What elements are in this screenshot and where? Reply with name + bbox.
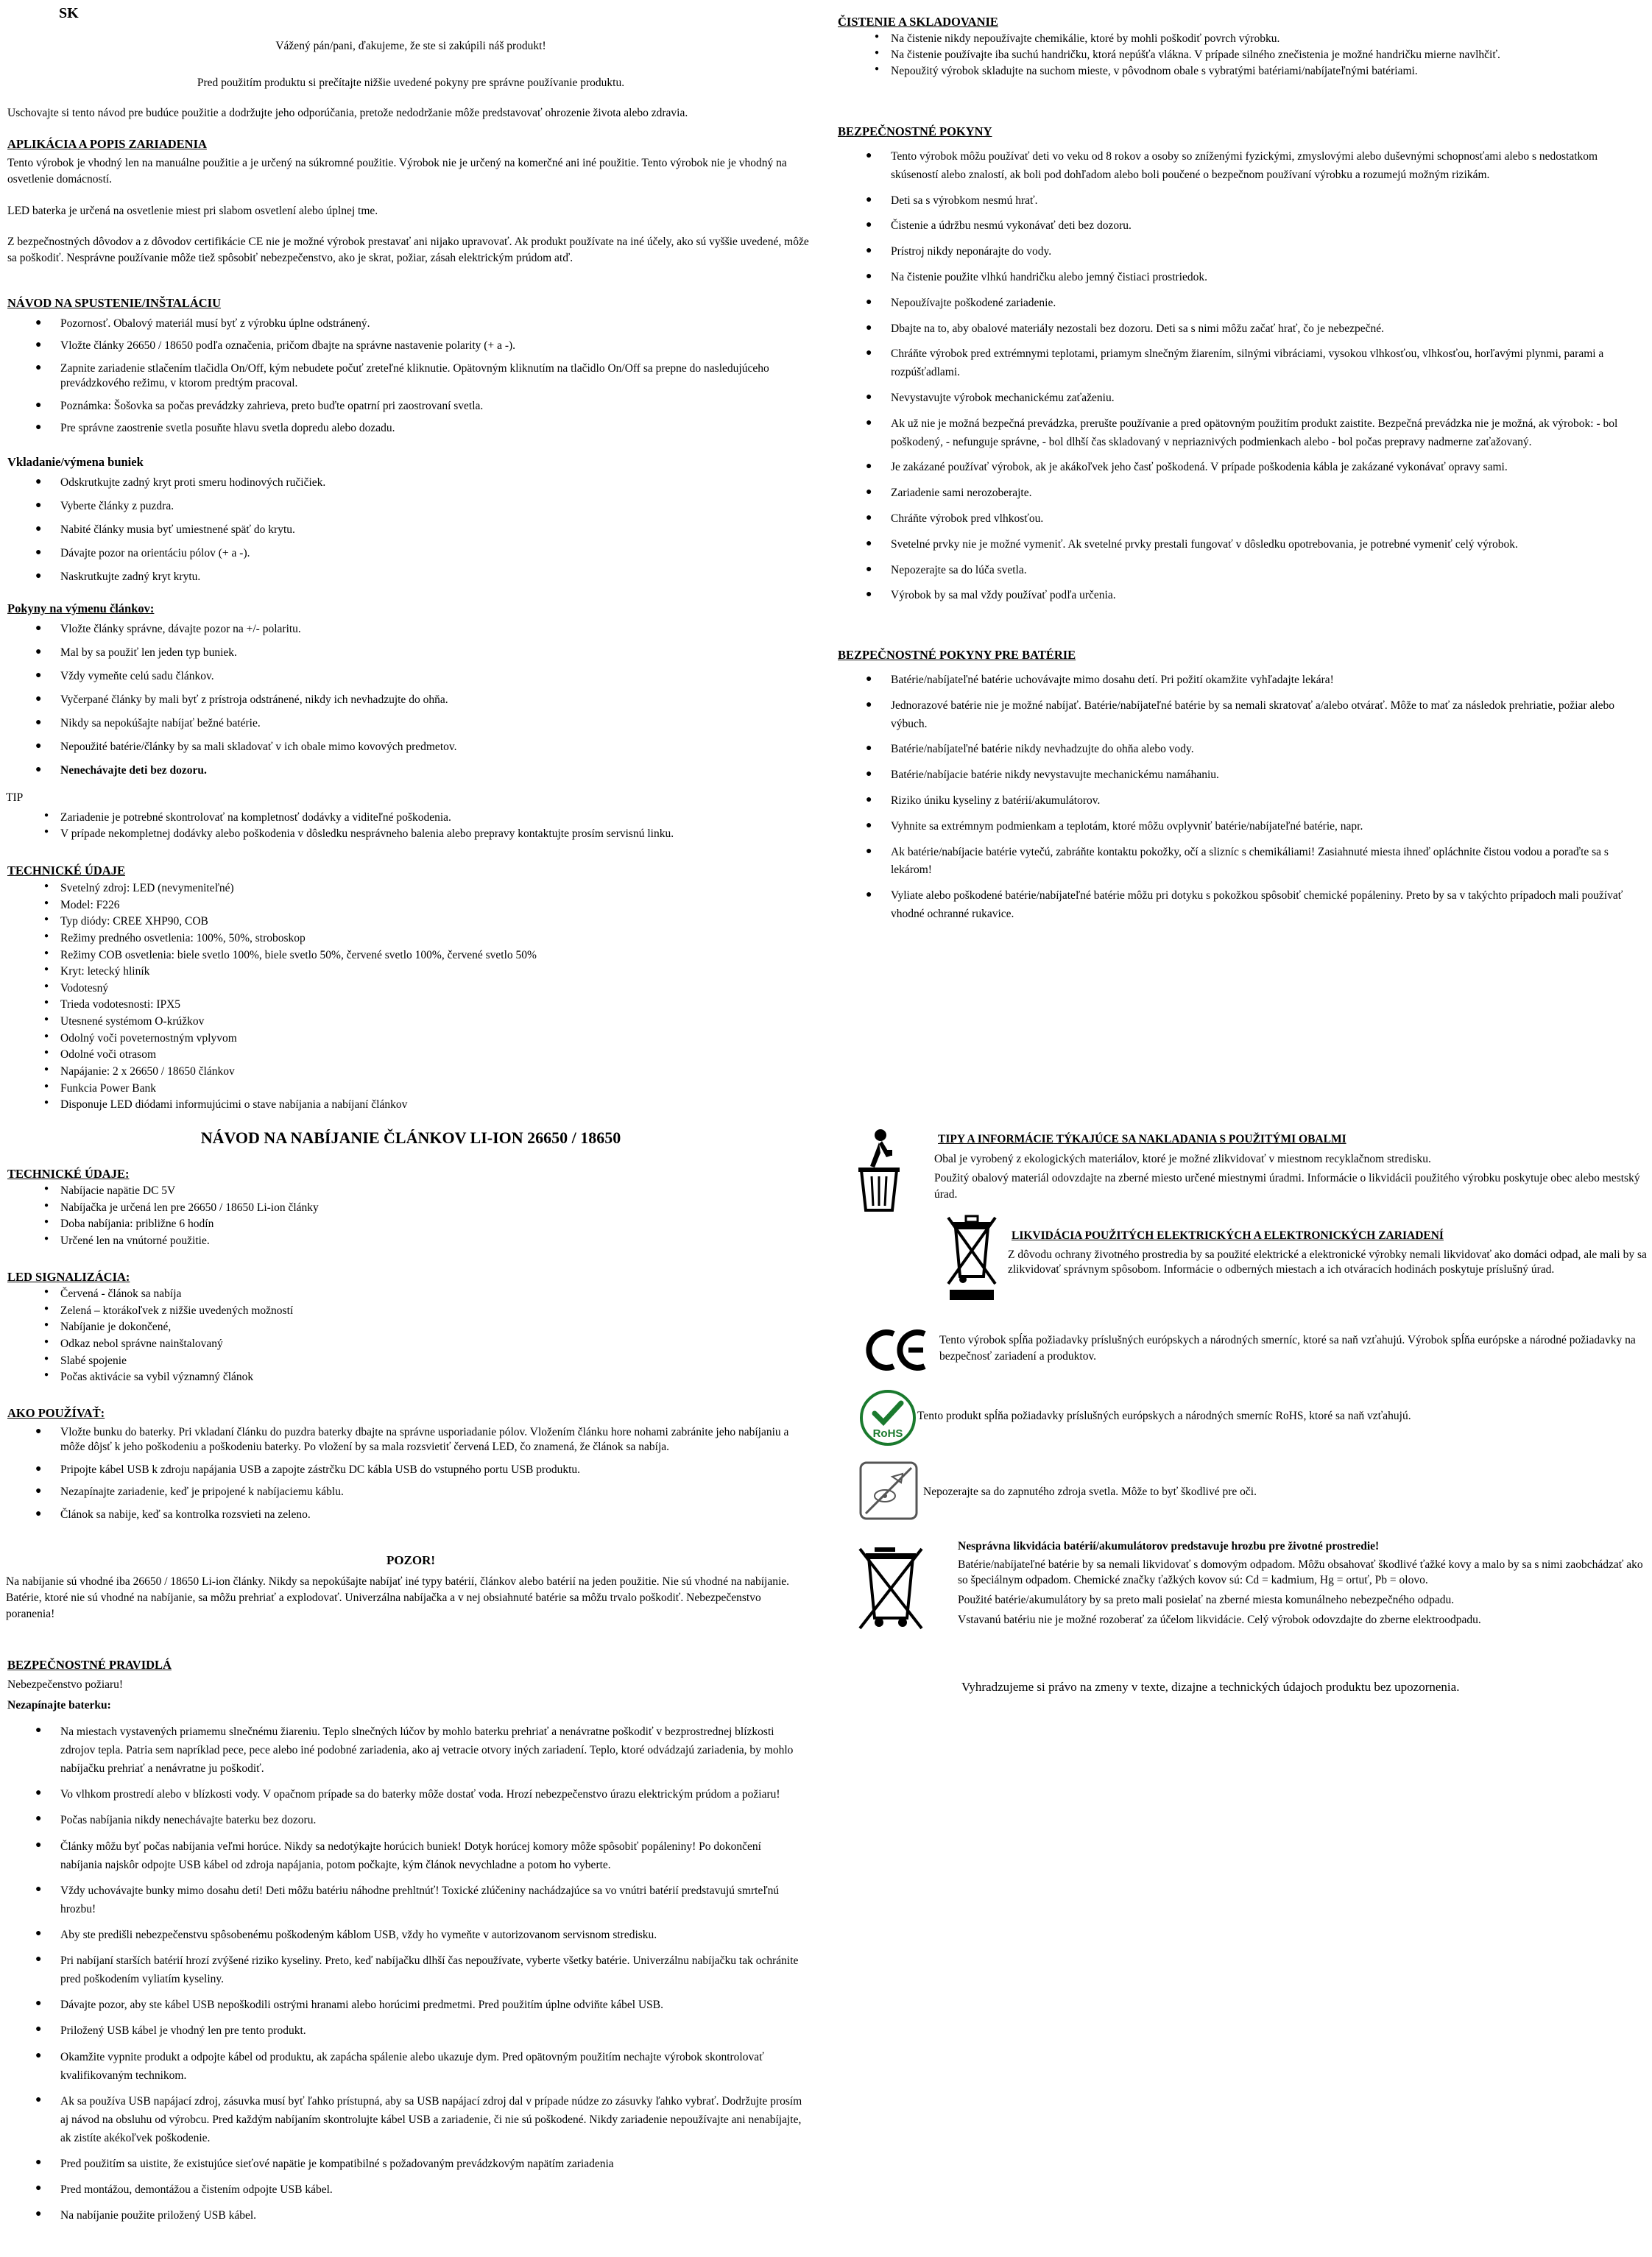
list-item: ● Nezapínajte zariadenie, keď je pripojené k nabíjaciemu káblu. [7, 1485, 802, 1500]
list-item: ● Na čistenie použite vlhkú handričku alebo jemný čistiaci prostriedok. [838, 269, 1633, 287]
list-item: ● Batérie/nabíjacie batérie nikdy nevystavujte mechanickému namáhaniu. [838, 766, 1633, 785]
disclaimer: Vyhradzujeme si právo na zmeny v texte, dizajne a technických údajoch produktu bez upozornenia. [961, 1680, 1460, 1694]
list-item: ● Nabíjačka je určená len pre 26650 / 18650 Li-ion články [7, 1200, 813, 1217]
list-item: ● Vyliate alebo poškodené batérie/nabíjateľné batérie môžu pri dotyku s pokožkou spôsobiť chemické popáleniny. Preto by sa v takýchto prípadoch mali používať vhodné ochranné rukavice. [838, 887, 1633, 924]
list-item: ● Vložte články správne, dávajte pozor na +/- polaritu. [7, 621, 813, 637]
list-item: ● Ak už nie je možná bezpečná prevádzka, prerušte používanie a pred opätovným použitím produkt zaistite. Bezpečná prevádzka nie je možná, ak výrobok: - bol poškodený, - nefunguje správne, - bol dlhší čas skladovaný v nepriaznivých podmienkach alebo - bol počas prepravy nadmerne zaťažovaný. [838, 415, 1633, 452]
no-charge-label: Nezapínajte baterku: [7, 1699, 111, 1712]
cell-instructions-list [7, 621, 813, 786]
charging-specs-heading: TECHNICKÉ ÚDAJE: [7, 1167, 130, 1181]
weee-heading: LIKVIDÁCIA POUŽITÝCH ELEKTRICKÝCH A ELEKTRONICKÝCH ZARIADENÍ [1012, 1229, 1444, 1242]
list-item: ● Červená - článok sa nabíja [7, 1286, 813, 1303]
specs-heading: TECHNICKÉ ÚDAJE [7, 863, 125, 877]
led-signal-list [7, 1286, 813, 1386]
led-signal-heading: LED SIGNALIZÁCIA: [7, 1270, 130, 1284]
battery-disposal-p2: Použité batérie/akumulátory by sa preto mali posielať na zberné miesta komunálneho nebezpečného odpadu. [958, 1594, 1455, 1606]
application-heading: APLIKÁCIA A POPIS ZARIADENIA [7, 137, 207, 151]
ce-mark-icon [866, 1328, 932, 1372]
list-item: ● Výrobok by sa mal vždy používať podľa určenia. [838, 587, 1633, 605]
cleaning-list [838, 31, 1648, 80]
list-item: ● Vyčerpané články by mali byť z prístroja odstránené, nikdy ich nevhadzujte do ohňa. [7, 692, 813, 708]
list-item: ● Čistenie a údržbu nesmú vykonávať deti bez dozoru. [838, 217, 1633, 236]
list-item: ● Pozornosť. Obalový materiál musí byť z výrobku úplne odstránený. [7, 317, 813, 331]
recycle-bin-person-icon [857, 1128, 901, 1212]
safety-heading: BEZPEČNOSTNÉ POKYNY [838, 124, 992, 138]
list-item: ● Počas nabíjania nikdy nenechávajte baterku bez dozoru. [7, 1811, 802, 1829]
list-item: ● Na čistenie nikdy nepoužívajte chemikálie, ktoré by mohli poškodiť povrch výrobku. [838, 31, 1648, 47]
weee-text: Z dôvodu ochrany životného prostredia by sa použité elektrické a elektronické výrobky nemali likvidovať ako domáci odpad, ale mali by sa zlikvidovať správnym spôsobom. Informácie o odberných miestach a ich otváracích hodinách poskytuje príslušný úrad. [1008, 1248, 1647, 1276]
list-item: ● Ak batérie/nabíjacie batérie vytečú, zabráňte kontaktu pokožky, očí a slizníc s chemikáliami! Zasiahnuté miesta ihneď opláchnite čistou vodou a poraďte sa s lekárom! [838, 844, 1633, 880]
list-item: ● Doba nabíjania: približne 6 hodín [7, 1216, 813, 1233]
list-item: ● Typ diódy: CREE XHP90, COB [7, 914, 813, 930]
tip-label: TIP [6, 791, 24, 804]
list-item: ● Vždy uchovávajte bunky mimo dosahu detí! Deti môžu batériu náhodne prehltnúť! Toxické zlúčeniny nachádzajúce sa vo vnútri batérií predstavujú smrteľnú hrozbu! [7, 1882, 802, 1918]
list-item: ● Nikdy sa nepokúšajte nabíjať bežné batérie. [7, 716, 813, 732]
list-item: ● Nabíjanie je dokončené, [7, 1319, 813, 1336]
list-item: ● Na nabíjanie použite priložený USB kábel. [7, 2206, 802, 2225]
list-item: ● V prípade nekompletnej dodávky alebo poškodenia v dôsledku nesprávneho balenia alebo prepravy kontaktujte prosím servisnú linku. [7, 826, 813, 842]
intro-read-first: Pred použitím produktu si prečítajte nižšie uvedené pokyny pre správne používanie produktu. [197, 77, 625, 89]
list-item: ● Pre správne zaostrenie svetla posuňte hlavu svetla dopredu alebo dozadu. [7, 421, 813, 436]
list-item: ● Nepoužitý výrobok skladujte na suchom mieste, v pôvodnom obale s vybratými batériami/nabíjateľnými batériami. [838, 63, 1648, 80]
list-item: ● Odkaz nebol správne nainštalovaný [7, 1336, 813, 1353]
list-item: ● Je zakázané používať výrobok, ak je akákoľvek jeho časť poškodená. V prípade poškodenia kábla je zakázané vykonávať opravy sami. [838, 459, 1633, 477]
list-item: ● Model: F226 [7, 897, 813, 914]
charging-specs-list [7, 1183, 813, 1250]
cell-instructions-heading: Pokyny na výmenu článkov: [7, 601, 155, 615]
list-item: ● Prístroj nikdy neponárajte do vody. [838, 243, 1633, 261]
crossed-out-battery-bin-icon [857, 1546, 925, 1631]
list-item: ● Kryt: letecký hliník [7, 964, 813, 981]
list-item: ● Vložte bunku do baterky. Pri vkladaní článku do puzdra baterky dbajte na správne usporiadanie pólov. Vložením článku hore nohami zabránite jeho nabíjaniu a môže dôjsť k jeho poškodeniu a poškodeniu baterky. Po vložení by sa mala rozsvietiť červená LED, čo znamená, že článok sa nabíja. [7, 1425, 802, 1455]
list-item: ● Články môžu byť počas nabíjania veľmi horúce. Nikdy sa nedotýkajte horúcich buniek! Dotyk horúcej komory môže spôsobiť popáleniny! Po dokončení nabíjania najskôr odpojte USB kábel od zdroja napájania, potom počkajte, kým článok nevychladne a potom ho vyberte. [7, 1837, 802, 1874]
list-item: ● Počas aktivácie sa vybil významný článok [7, 1369, 813, 1386]
list-item: ● Odolný voči poveternostným vplyvom [7, 1031, 813, 1048]
list-item: ● Napájanie: 2 x 26650 / 18650 článkov [7, 1064, 813, 1081]
list-item: ● Zapnite zariadenie stlačením tlačidla On/Off, kým nebudete počuť zreteľné kliknutie. Opätovným kliknutím na tlačidlo On/Off sa prepne do nasledujúceho prevádzkového režimu, v ktorom predtým pracoval. [7, 361, 813, 392]
list-item: ● Na miestach vystavených priamemu slnečnému žiareniu. Teplo slnečných lúčov by mohlo baterku prehriať a nenávratne poškodiť v bezprostrednej blízkosti zdrojov tepla. Patria sem napríklad pece, pece alebo iné podobné zariadenia, ako aj vetracie otvory iných zariadení. Teplo, ktoré odvádzajú zariadenia, by mohlo nabíjačku prehriať a nenávratne ju poškodiť. [7, 1723, 802, 1778]
intro-thanks: Vážený pán/pani, ďakujeme, že ste si zakúpili náš produkt! [275, 40, 546, 52]
list-item: ● Mal by sa použiť len jeden typ buniek. [7, 645, 813, 661]
list-item: ● Utesnené systémom O-krúžkov [7, 1014, 813, 1031]
list-item: ● Pripojte kábel USB k zdroju napájania USB a zapojte zástrčku DC kábla USB do vstupného portu USB produktu. [7, 1463, 802, 1477]
list-item: ● Dávajte pozor, aby ste kábel USB nepoškodili ostrými hranami alebo horúcimi predmetmi. Pred použitím úplne odviňte kábel USB. [7, 1996, 802, 2014]
intro-keep-manual: Uschovajte si tento návod pre budúce použitie a dodržujte jeho odporúčania, pretože nedodržanie môže predstavovať ohrozenie života alebo zdravia. [7, 107, 688, 119]
how-to-use-list [7, 1425, 802, 1530]
startup-heading: NÁVOD NA SPUSTENIE/INŠTALÁCIU [7, 296, 222, 310]
battery-safety-list [838, 671, 1633, 931]
do-not-look-into-light-icon [858, 1460, 919, 1521]
safety-rules-heading: BEZPEČNOSTNÉ PRAVIDLÁ [7, 1658, 172, 1672]
list-item: ● Pred použitím sa uistite, že existujúce sieťové napätie je kompatibilné s požadovaným prevádzkovým napätím zariadenia [7, 2155, 802, 2173]
list-item: ● Nabíjacie napätie DC 5V [7, 1183, 813, 1200]
crossed-out-bin-icon [945, 1213, 998, 1301]
charging-title: NÁVOD NA NABÍJANIE ČLÁNKOV LI-ION 26650 / 18650 [200, 1128, 621, 1147]
ce-text: Tento výrobok spĺňa požiadavky príslušných európskych a národných smerníc, ktoré sa naň vzťahujú. Výrobok spĺňa európske a národné požiadavky na bezpečnosť zariadení a produktov. [939, 1334, 1636, 1363]
list-item: ● Batérie/nabíjateľné batérie uchovávajte mimo dosahu detí. Pri požití okamžite vyhľadajte lekára! [838, 671, 1633, 690]
list-item: ● Dbajte na to, aby obalové materiály nezostali bez dozoru. Deti sa s nimi môžu začať hrať, čo je nebezpečné. [838, 320, 1633, 339]
list-item: ● Nepoužívajte poškodené zariadenie. [838, 294, 1633, 313]
list-item: ● Pri nabíjaní starších batérií hrozí zvýšené riziko kyseliny. Preto, keď nabíjačku dlhší čas nepoužívate, vyberte všetky batérie. Univerzálnu nabíjačku tak ochránite pred poškodením vyliatím kyseliny. [7, 1952, 802, 1988]
warning-title: POZOR! [386, 1553, 436, 1567]
list-item: ● Odolné voči otrasom [7, 1047, 813, 1064]
rohs-mark-text: RoHS [872, 1427, 903, 1440]
list-item: ● Deti sa s výrobkom nesmú hrať. [838, 192, 1633, 211]
application-p3: Z bezpečnostných dôvodov a z dôvodov certifikácie CE nie je možné výrobok prestavať ani nijako upravovať. Ak produkt používate na iné účely, ako sú vyššie uvedené, môže sa poškodiť. Nesprávne používanie môže tiež spôsobiť nebezpečenstvo, ako je skrat, požiar, zásah elektrickým prúdom atď. [7, 236, 809, 264]
battery-swap-heading: Vkladanie/výmena buniek [7, 455, 144, 469]
list-item: ● Funkcia Power Bank [7, 1081, 813, 1098]
list-item: ● Chráňte výrobok pred extrémnymi teplotami, priamym slnečným žiarením, silnými vibráciami, vysokou vlhkosťou, vlhkosťou, horľavými plynmi, parami a rozpúšťadlami. [838, 345, 1633, 382]
list-item: ● Slabé spojenie [7, 1353, 813, 1370]
list-item: ● Svetelné prvky nie je možné vymeniť. Ak svetelné prvky prestali fungovať v dôsledku opotrebovania, je potrebné vymeniť celý výrobok. [838, 536, 1633, 554]
application-p2: LED baterka je určená na osvetlenie miest pri slabom osvetlení alebo úplnej tme. [7, 205, 378, 217]
battery-swap-list [7, 475, 813, 593]
list-item: ● Vodotesný [7, 981, 813, 997]
packaging-p1: Obal je vyrobený z ekologických materiálov, ktoré je možné zlikvidovať v miestnom recyklačnom stredisku. [934, 1153, 1431, 1165]
battery-disposal-heading: Nesprávna likvidácia batérií/akumulátorov predstavuje hrozbu pre životné prostredie! [958, 1540, 1380, 1553]
list-item: ● Disponuje LED diódami informujúcimi o stave nabíjania a nabíjaní článkov [7, 1097, 813, 1114]
list-item: ● Chráňte výrobok pred vlhkosťou. [838, 510, 1633, 529]
list-item: ● Určené len na vnútorné použitie. [7, 1233, 813, 1250]
list-item: ● Riziko úniku kyseliny z batérií/akumulátorov. [838, 792, 1633, 810]
list-item: ● Batérie/nabíjateľné batérie nikdy nevhadzujte do ohňa alebo vody. [838, 741, 1633, 759]
list-item: ● Vždy vymeňte celú sadu článkov. [7, 668, 813, 685]
list-item: ● Nevystavujte výrobok mechanickému zaťaženiu. [838, 389, 1633, 408]
list-item: ● Zelená – ktorákoľvek z nižšie uvedených možností [7, 1303, 813, 1320]
list-item: ● Svetelný zdroj: LED (nevymeniteľné) [7, 880, 813, 897]
list-item: ● Naskrutkujte zadný kryt krytu. [7, 569, 813, 585]
list-item: ● Okamžite vypnite produkt a odpojte kábel od produktu, ak zapácha spálenie alebo ukazuje dym. Pred opätovným použitím nechajte výrobok skontrolovať kvalifikovaným technikom. [7, 2048, 802, 2085]
list-item: ● Nenechávajte deti bez dozoru. [7, 763, 813, 779]
how-to-use-heading: AKO POUŽÍVAŤ: [7, 1406, 105, 1420]
list-item: ● Vo vlhkom prostredí alebo v blízkosti vody. V opačnom prípade sa do baterky môže dostať voda. Hrozí nebezpečenstvo úrazu elektrickým prúdom a požiaru! [7, 1785, 802, 1804]
list-item: ● Jednorazové batérie nie je možné nabíjať. Batérie/nabíjateľné batérie by sa nemali skratovať a/alebo otvárať. Môže to mať za následok prehriatie, požiar alebo výbuch. [838, 697, 1633, 734]
list-item: ● Vyberte články z puzdra. [7, 498, 813, 515]
language-code: SK [59, 5, 79, 21]
list-item: ● Odskrutkujte zadný kryt proti smeru hodinových ručičiek. [7, 475, 813, 491]
application-p1: Tento výrobok je vhodný len na manuálne použitie a je určený na súkromné použitie. Výrobok nie je určený na komerčné ani iné použitie. Tento výrobok nie je vhodný na osvetlenie domácností. [7, 157, 787, 186]
list-item: ● Článok sa nabije, keď sa kontrolka rozsvieti na zeleno. [7, 1508, 802, 1522]
packaging-p2: Použitý obalový materiál odovzdajte na zberné miesto určené miestnymi úradmi. Informácie o likvidácii použitého výrobku poskytuje obec alebo mestský úrad. [934, 1172, 1640, 1201]
list-item: ● Na čistenie používajte iba suchú handričku, ktorá nepúšťa vlákna. V prípade silného znečistenia je možné handričku mierne navlhčiť. [838, 47, 1648, 63]
list-item: ● Pred montážou, demontážou a čistením odpojte USB kábel. [7, 2180, 802, 2199]
list-item: ● Režimy predného osvetlenia: 100%, 50%, stroboskop [7, 930, 813, 947]
tip-list [7, 810, 813, 842]
list-item: ● Vložte články 26650 / 18650 podľa označenia, pričom dbajte na správne nastavenie polarity (+ a -). [7, 339, 813, 353]
list-item: ● Dávajte pozor na orientáciu pólov (+ a -). [7, 545, 813, 562]
fire-hazard: Nebezpečenstvo požiaru! [7, 1678, 124, 1691]
light-text: Nepozerajte sa do zapnutého zdroja svetla. Môže to byť škodlivé pre oči. [923, 1486, 1257, 1498]
list-item: ● Trieda vodotesnosti: IPX5 [7, 997, 813, 1014]
list-item: ● Priložený USB kábel je vhodný len pre tento produkt. [7, 2021, 802, 2040]
rohs-check-icon [858, 1388, 917, 1447]
safety-list [838, 148, 1633, 612]
specs-list [7, 880, 813, 1114]
packaging-heading: TIPY A INFORMÁCIE TÝKAJÚCE SA NAKLADANIA S POUŽITÝMI OBALMI [938, 1133, 1346, 1145]
list-item: ● Tento výrobok môžu používať deti vo veku od 8 rokov a osoby so zníženými fyzickými, zmyslovými alebo duševnými schopnosťami alebo s nedostatkom skúseností alebo znalostí, ak boli pod dohľadom alebo boli poučené o bezpečnom používaní výrobku a rozumejú možným rizikám. [838, 148, 1633, 185]
startup-list [7, 317, 813, 444]
rohs-text: Tento produkt spĺňa požiadavky príslušných európskych a národných smerníc RoHS, ktoré sa naň vzťahujú. [917, 1410, 1411, 1422]
cleaning-heading: ČISTENIE A SKLADOVANIE [838, 15, 998, 29]
list-item: ● Poznámka: Šošovka sa počas prevádzky zahrieva, preto buďte opatrní pri zaostrovaní svetla. [7, 399, 813, 414]
list-item: ● Zariadenie sami nerozoberajte. [838, 484, 1633, 503]
list-item: ● Zariadenie je potrebné skontrolovať na kompletnosť dodávky a viditeľné poškodenia. [7, 810, 813, 826]
list-item: ● Režimy COB osvetlenia: biele svetlo 100%, biele svetlo 50%, červené svetlo 100%, červené svetlo 50% [7, 947, 813, 964]
list-item: ● Aby ste predišli nebezpečenstvu spôsobenému poškodeným káblom USB, vždy ho vymeňte v autorizovanom servisnom stredisku. [7, 1926, 802, 1944]
battery-disposal-p1: Batérie/nabíjateľné batérie by sa nemali likvidovať s domovým odpadom. Môžu obsahovať škodlivé ťažké kovy a malo by sa s nimi zaobchádzať ako so špeciálnym odpadom. Chemické značky ťažkých kovov sú: Cd = kadmium, Hg = ortuť, Pb = olovo. [958, 1558, 1643, 1587]
ce-mark-text: CE [866, 1328, 867, 1329]
safety-rules-list [7, 1723, 802, 2232]
warning-text: Na nabíjanie sú vhodné iba 26650 / 18650 Li-ion články. Nikdy sa nepokúšajte nabíjať iné typy batérií, článkov alebo batérií na jeden použitie. Nie sú vhodné na nabíjanie. Batérie, ktoré nie sú vhodné na nabíjanie, sa môžu prehriať a explodovať. Univerzálna nabíjačka a v nej obsiahnuté batérie sa môžu trvalo poškodiť. Nebezpečenstvo poranenia! [6, 1575, 790, 1620]
battery-disposal-p3: Vstavanú batériu nie je možné rozoberať za účelom likvidácie. Celý výrobok odovzdajte do zberne elektroodpadu. [958, 1614, 1481, 1626]
battery-safety-heading: BEZPEČNOSTNÉ POKYNY PRE BATÉRIE [838, 648, 1076, 662]
list-item: ● Ak sa používa USB napájací zdroj, zásuvka musí byť ľahko prístupná, aby sa USB napájací zdroj dal v prípade núdze zo zásuvky ľahko vybrať. Dodržujte prosím aj návod na obsluhu od výrobcu. Pred každým nabíjaním skontrolujte kábel USB a zariadenie, či nie sú poškodené. Nikdy zariadenie nepoužívajte ani nenabíjajte, ak zistíte akékoľvek poškodenie. [7, 2092, 802, 2147]
list-item: ● Nepozerajte sa do lúča svetla. [838, 562, 1633, 580]
list-item: ● Vyhnite sa extrémnym podmienkam a teplotám, ktoré môžu ovplyvniť batérie/nabíjateľné batérie, napr. [838, 818, 1633, 836]
list-item: ● Nabité články musia byť umiestnené späť do krytu. [7, 522, 813, 538]
list-item: ● Nepoužité batérie/články by sa mali skladovať v ich obale mimo kovových predmetov. [7, 739, 813, 755]
